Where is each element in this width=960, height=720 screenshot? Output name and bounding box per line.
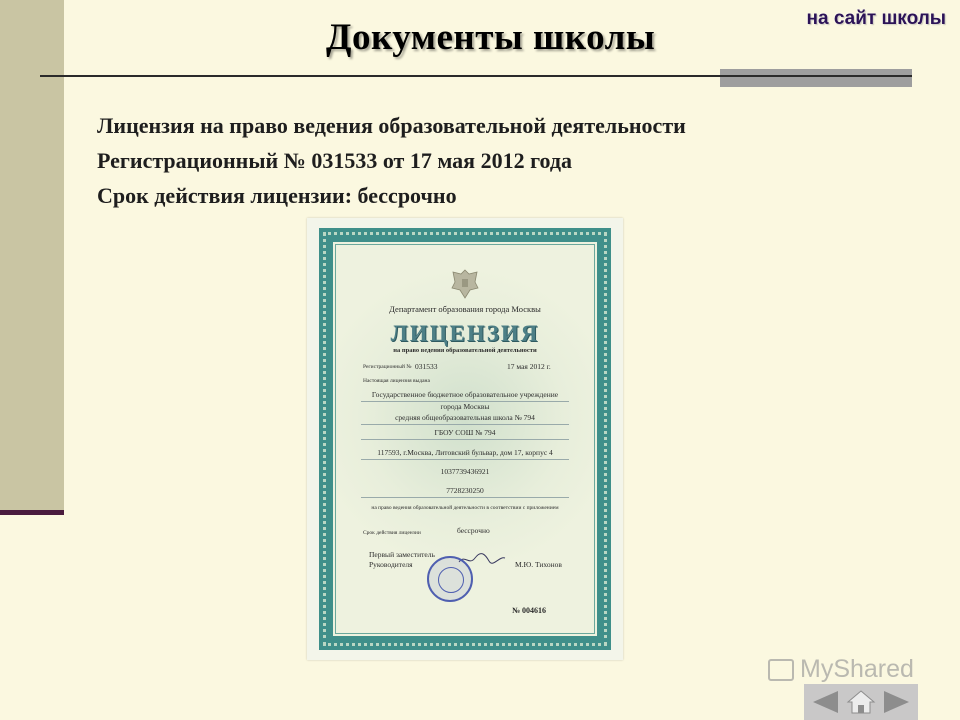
license-term-value: бессрочно [457,526,490,535]
header-rule [40,75,912,77]
license-address: 117593, г.Москва, Литовский бульвар, дом 17, корпус 4 [377,448,553,457]
official-stamp [427,556,473,602]
license-heading: ЛИЦЕНЗИЯ [390,321,540,346]
page-title: Документы школы [326,17,656,58]
coat-of-arms-icon [450,268,480,300]
license-org-line: средняя общеобразовательная школа № 794 [395,413,535,422]
license-rights: на право ведения образовательной деятельности в соответствии с приложением [371,505,559,511]
next-slide-button[interactable] [880,687,914,717]
license-underline [361,497,569,498]
license-reg-date: 17 мая 2012 г. [507,362,551,371]
license-reg-number: 031533 [415,362,438,371]
license-signer-role: Руководителя [369,560,413,569]
school-site-link[interactable]: на сайт школы [806,8,946,29]
license-short-name: ГБОУ СОШ № 794 [434,428,496,437]
license-info-line: Срок действия лицензии: бессрочно [97,183,457,208]
slide-navigation [804,684,918,720]
license-info-line: Лицензия на право ведения образовательной деятельности [97,113,686,138]
arrow-left-icon [810,689,840,715]
license-reg-label: Регистрационный № [363,364,412,370]
license-info-text [97,108,686,213]
presentation-icon [768,659,794,681]
license-underline [361,439,569,440]
license-serial: № 004616 [512,606,547,615]
license-underline [361,459,569,460]
arrow-right-icon [882,689,912,715]
license-underline [361,424,569,425]
myshared-watermark [768,655,914,684]
license-signer-name: М.Ю. Тихонов [515,560,562,569]
sidebar-accent-bar [0,510,64,515]
license-org-line: Государственное бюджетное образовательное учреждение [371,390,559,399]
home-slide-button[interactable] [844,687,878,717]
home-icon [846,689,876,715]
license-org-line: города Москвы [440,402,490,411]
license-ogrn: 1037739436921 [440,467,490,476]
license-document-image [307,218,623,660]
watermark-text: MyShared [800,655,914,683]
header-rule-accent [720,69,912,87]
license-issued-label: Настоящая лицензия выдана [363,378,430,384]
license-subheading: на право ведения образовательной деятельности [393,347,537,354]
license-info-line: Регистрационный № 031533 от 17 мая 2012 года [97,148,573,173]
license-signer-role: Первый заместитель [369,550,435,559]
license-department: Департамент образования города Москвы [389,304,541,314]
license-term-label: Срок действия лицензии [363,530,421,536]
prev-slide-button[interactable] [808,687,842,717]
license-inn: 7728230250 [446,486,484,495]
